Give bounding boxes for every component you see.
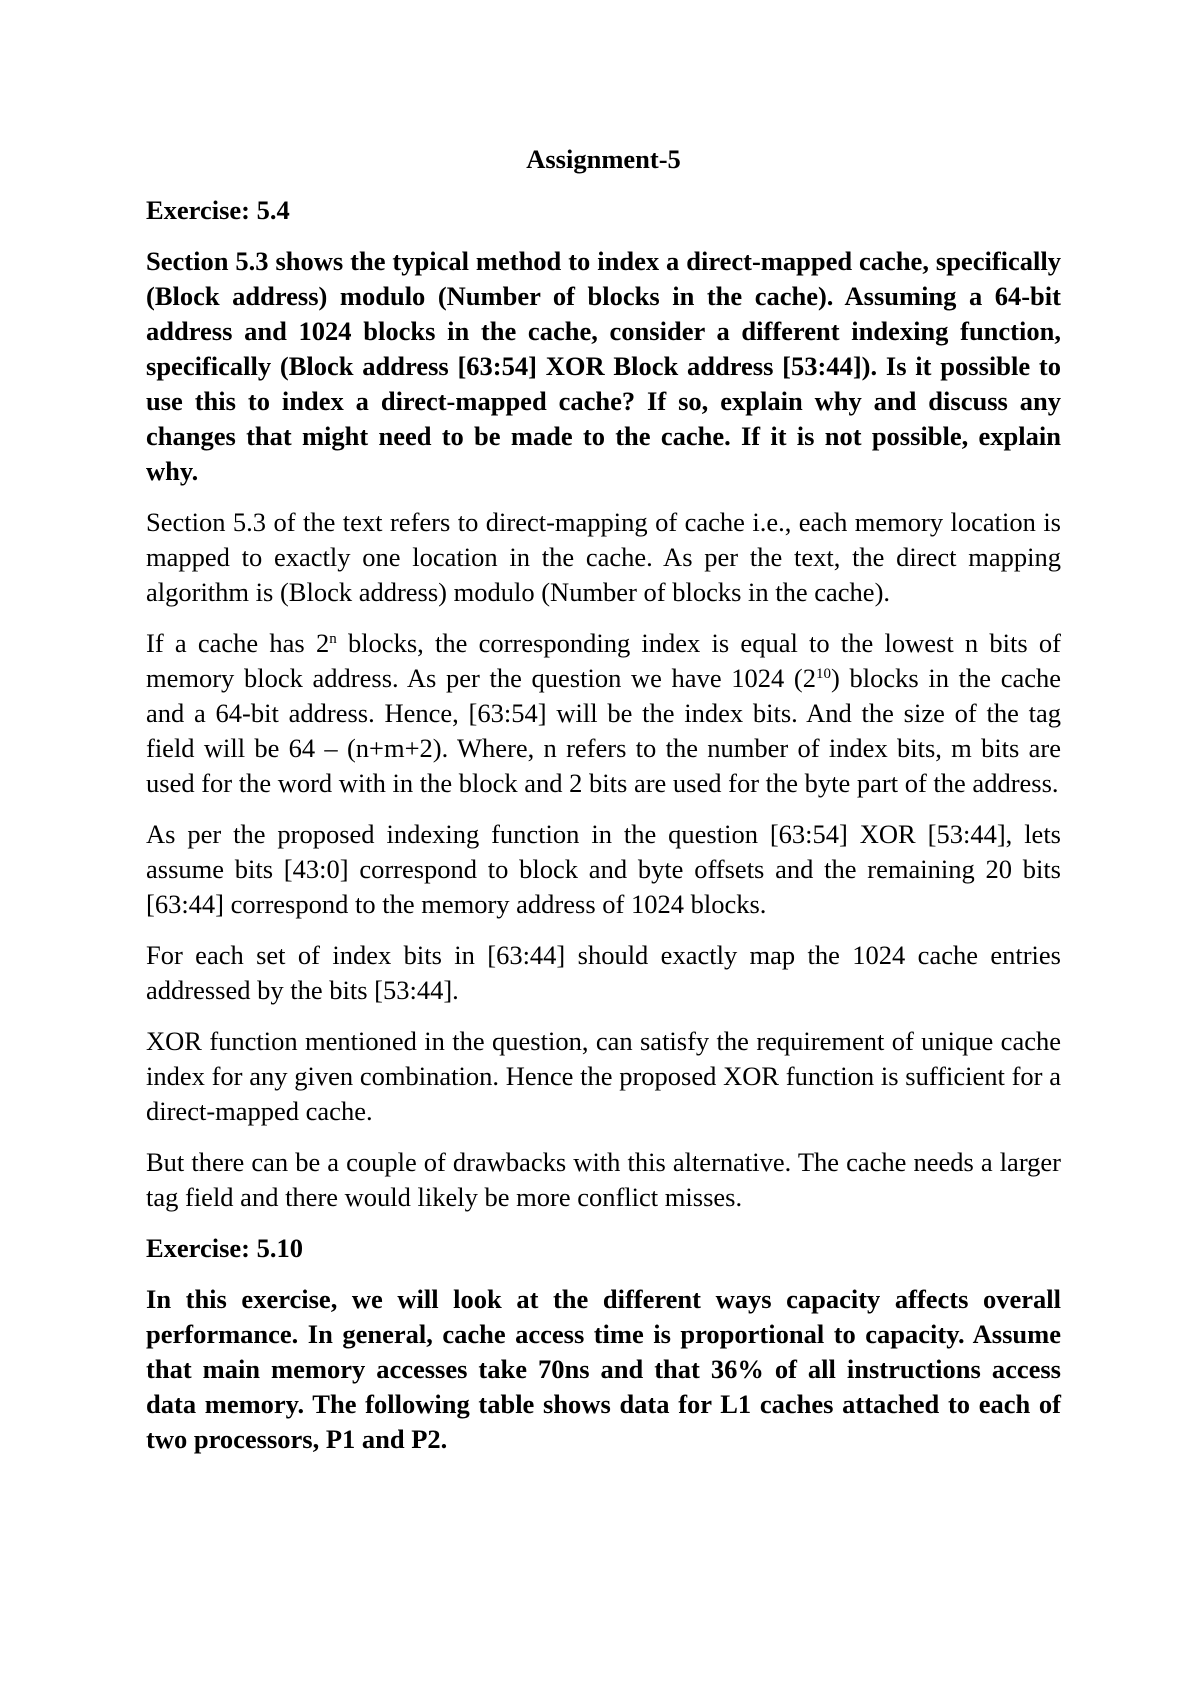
superscript-n: n bbox=[329, 631, 337, 647]
answer-paragraph-6: But there can be a couple of drawbacks with this alternative. The cache needs a larger tag field and there would likely be more conflict misses. bbox=[146, 1147, 1061, 1212]
answer-paragraph-5: XOR function mentioned in the question, can satisfy the requirement of unique cache index for any given combination. Hence the proposed XOR function is sufficient for a direct-mapped cache. bbox=[146, 1026, 1061, 1126]
document-title: Assignment-5 bbox=[526, 144, 681, 174]
answer-paragraph-2-part-a: If a cache has 2 bbox=[146, 628, 330, 658]
exercise-5-10-question: In this exercise, we will look at the different ways capacity affects overall performance. In general, cache access time is proportional to capacity. Assume that main memory accesses take 70ns and that 36% of all instructions access data memory. The following table shows data for L1 caches attached to each of two processors, P1 and P2. bbox=[146, 1284, 1061, 1454]
answer-paragraph-2 bbox=[146, 626, 1061, 801]
exercise-5-4-question: Section 5.3 shows the typical method to index a direct-mapped cache, specifically (Block address) modulo (Number of blocks in the cache). Assuming a 64-bit address and 1024 blocks in the cache, consider a different indexing function, specifically (Block address [63:54] XOR Block address [53:44]). Is it possible to use this to index a direct-mapped cache? If so, explain why and discuss any changes that might need to be made to the cache. If it is not possible, explain why. bbox=[146, 246, 1061, 486]
exercise-5-4-heading: Exercise: 5.4 bbox=[146, 195, 290, 225]
answer-paragraph-2-part-c: ) blocks in the cache and a 64-bit address. Hence, [63:54] will be the index bits. And the size of the tag field will be 64 – (n+m+2). Where, n refers to the number of index bits, m bits are used for the word with in the block and 2 bits are used for the byte part of the address. bbox=[146, 663, 1061, 798]
exercise-5-10-heading: Exercise: 5.10 bbox=[146, 1233, 303, 1263]
answer-paragraph-2-part-b: blocks, the corresponding index is equal to the lowest n bits of memory block address. As per the question we have 1024 (2 bbox=[146, 628, 1061, 693]
answer-paragraph-1: Section 5.3 of the text refers to direct-mapping of cache i.e., each memory location is mapped to exactly one location in the cache. As per the text, the direct mapping algorithm is (Block address) modulo (Number of blocks in the cache). bbox=[146, 507, 1061, 607]
document-page bbox=[146, 142, 1061, 1473]
answer-paragraph-3: As per the proposed indexing function in the question [63:54] XOR [53:44], lets assume bits [43:0] correspond to block and byte offsets and the remaining 20 bits [63:44] correspond to the memory address of 1024 blocks. bbox=[146, 819, 1061, 919]
answer-paragraph-4: For each set of index bits in [63:44] should exactly map the 1024 cache entries addressed by the bits [53:44]. bbox=[146, 940, 1061, 1005]
superscript-10: 10 bbox=[816, 666, 832, 682]
